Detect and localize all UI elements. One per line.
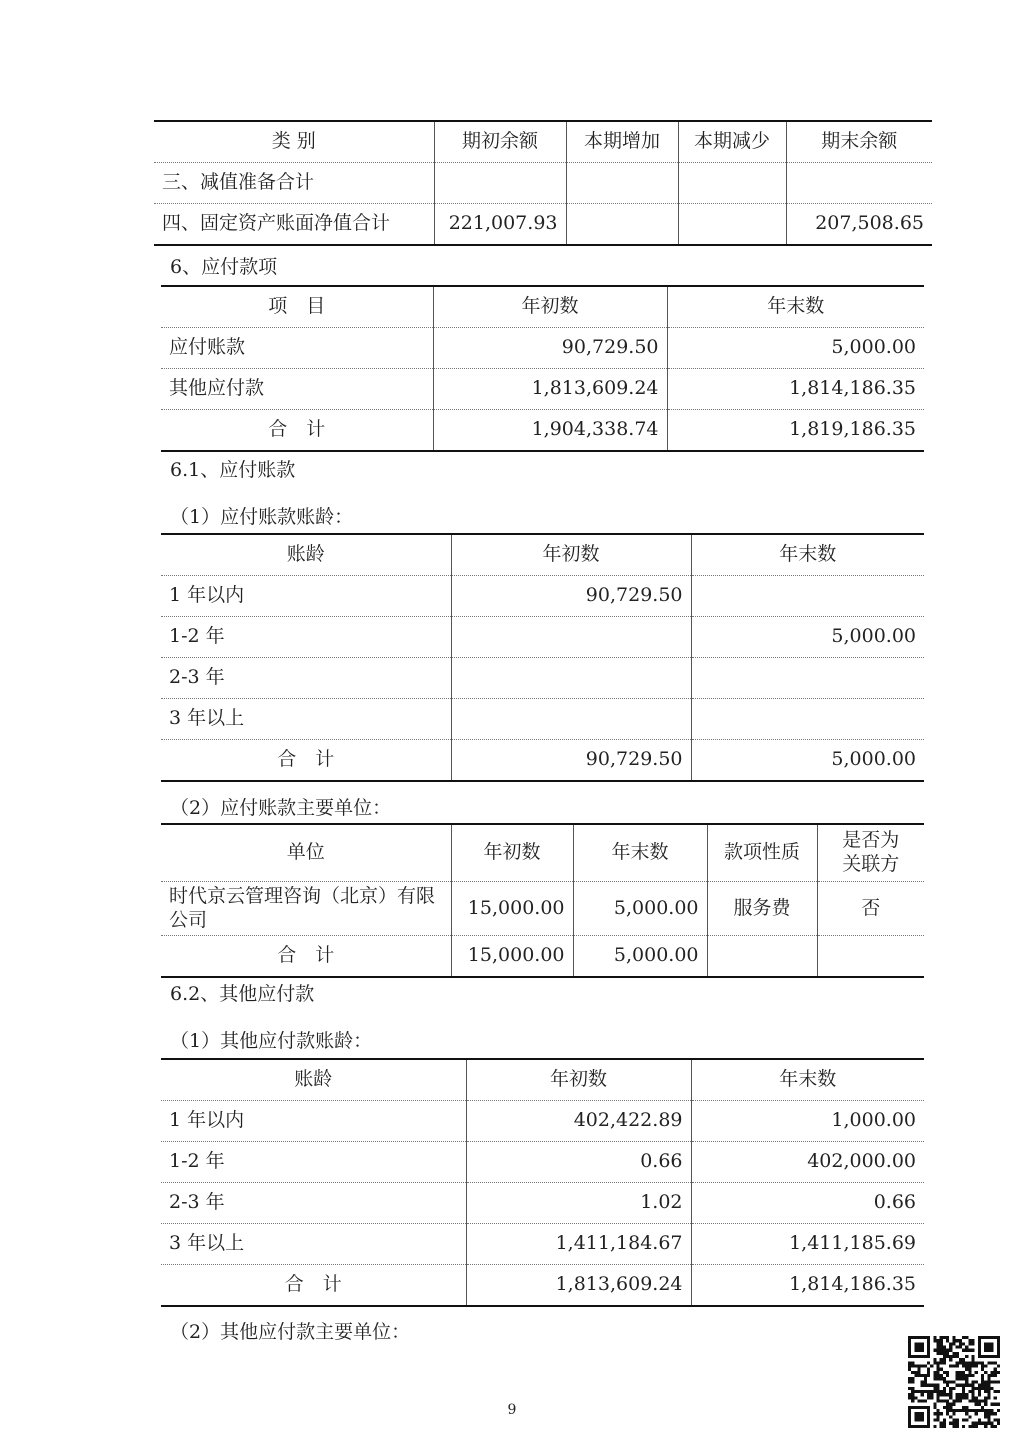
header-related-party: 是否为关联方: [817, 824, 924, 882]
header-year-end: 年末数: [691, 534, 924, 576]
cell: [707, 936, 817, 978]
cell: 1,813,609.24: [466, 1265, 691, 1307]
cell: [678, 163, 786, 204]
cell: 5,000.00: [691, 617, 924, 658]
payables-summary-table: [161, 285, 924, 452]
header-opening-balance: 期初余额: [434, 121, 566, 163]
table-row: [161, 576, 924, 617]
cell: 1,814,186.35: [667, 369, 924, 410]
cell: 402,000.00: [691, 1142, 924, 1183]
header-decrease: 本期减少: [678, 121, 786, 163]
cell: 1,411,184.67: [466, 1224, 691, 1265]
table-row: [161, 369, 924, 410]
table-row: [161, 1101, 924, 1142]
cell: [817, 936, 924, 978]
table-row: [161, 1183, 924, 1224]
cell: 207,508.65: [786, 204, 932, 246]
cell: 其他应付款: [161, 369, 433, 410]
header-increase: 本期增加: [566, 121, 678, 163]
table-row: [161, 1142, 924, 1183]
fixed-asset-table: [154, 120, 932, 246]
cell: 15,000.00: [451, 936, 573, 978]
cell: 合 计: [161, 936, 451, 978]
table-total-row: [161, 410, 924, 452]
qr-code-icon: [908, 1336, 1000, 1428]
cell: [678, 204, 786, 246]
header-year-end: 年末数: [667, 286, 924, 328]
header-year-start: 年初数: [451, 824, 573, 882]
cell: 三、减值准备合计: [154, 163, 434, 204]
cell: [691, 576, 924, 617]
table-header-row: [161, 286, 924, 328]
cell: 90,729.50: [451, 576, 691, 617]
cell: 0.66: [466, 1142, 691, 1183]
cell: 5,000.00: [691, 740, 924, 782]
header-item: 项 目: [161, 286, 433, 328]
cell: 90,729.50: [433, 328, 667, 369]
cell: 1,813,609.24: [433, 369, 667, 410]
header-nature: 款项性质: [707, 824, 817, 882]
cell: 90,729.50: [451, 740, 691, 782]
cell: 应付账款: [161, 328, 433, 369]
cell: 1-2 年: [161, 1142, 466, 1183]
subheading-ap-aging: （1）应付账款账龄：: [170, 506, 354, 528]
cell: 1,411,185.69: [691, 1224, 924, 1265]
cell: 0.66: [691, 1183, 924, 1224]
table-total-row: [161, 1265, 924, 1307]
cell: 合 计: [161, 740, 451, 782]
table-row: [161, 882, 924, 936]
cell: 服务费: [707, 882, 817, 936]
header-year-start: 年初数: [466, 1059, 691, 1101]
cell: [566, 204, 678, 246]
subheading-op-aging: （1）其他应付款账龄：: [170, 1030, 373, 1052]
section-heading-accounts-payable: 6.1、应付账款: [170, 459, 296, 481]
cell: [691, 699, 924, 740]
table-header-row: [161, 1059, 924, 1101]
header-year-end: 年末数: [573, 824, 707, 882]
header-aging: 账龄: [161, 1059, 466, 1101]
cell: 1.02: [466, 1183, 691, 1224]
op-aging-table: [161, 1058, 924, 1307]
ap-main-units-table: [161, 823, 924, 978]
header-year-end: 年末数: [691, 1059, 924, 1101]
header-year-start: 年初数: [433, 286, 667, 328]
cell: 15,000.00: [451, 882, 573, 936]
cell: 合 计: [161, 1265, 466, 1307]
table-row: [154, 204, 932, 246]
header-unit: 单位: [161, 824, 451, 882]
cell: [451, 658, 691, 699]
cell: 1,814,186.35: [691, 1265, 924, 1307]
cell: 402,422.89: [466, 1101, 691, 1142]
table-header-row: [154, 121, 932, 163]
header-category: 类 别: [154, 121, 434, 163]
cell: [566, 163, 678, 204]
subheading-ap-main-units: （2）应付账款主要单位：: [170, 797, 392, 819]
cell: 1-2 年: [161, 617, 451, 658]
cell: 3 年以上: [161, 699, 451, 740]
ap-aging-table: [161, 533, 924, 782]
cell: [786, 163, 932, 204]
cell: 5,000.00: [573, 882, 707, 936]
cell: 1,000.00: [691, 1101, 924, 1142]
header-aging: 账龄: [161, 534, 451, 576]
cell: 1,819,186.35: [667, 410, 924, 452]
cell: [451, 699, 691, 740]
page-number: 9: [507, 1402, 517, 1418]
cell: 2-3 年: [161, 1183, 466, 1224]
cell: 3 年以上: [161, 1224, 466, 1265]
cell: [451, 617, 691, 658]
header-year-start: 年初数: [451, 534, 691, 576]
cell: 221,007.93: [434, 204, 566, 246]
cell: 1,904,338.74: [433, 410, 667, 452]
table-row: [161, 699, 924, 740]
table-header-row: [161, 534, 924, 576]
table-total-row: [161, 936, 924, 978]
table-row: [161, 617, 924, 658]
header-closing-balance: 期末余额: [786, 121, 932, 163]
section-heading-other-payables: 6.2、其他应付款: [170, 983, 315, 1005]
subheading-op-main-units: （2）其他应付款主要单位：: [170, 1321, 411, 1343]
cell: 否: [817, 882, 924, 936]
cell-unit-name: 时代京云管理咨询（北京）有限公司: [161, 882, 451, 936]
cell: [691, 658, 924, 699]
cell: 5,000.00: [573, 936, 707, 978]
cell: 合 计: [161, 410, 433, 452]
section-heading-payables: 6、应付款项: [170, 256, 278, 278]
table-row: [161, 658, 924, 699]
table-row: [161, 328, 924, 369]
cell: [434, 163, 566, 204]
cell: 四、固定资产账面净值合计: [154, 204, 434, 246]
table-row: [161, 1224, 924, 1265]
cell: 1 年以内: [161, 1101, 466, 1142]
table-row: [154, 163, 932, 204]
cell: 5,000.00: [667, 328, 924, 369]
cell: 2-3 年: [161, 658, 451, 699]
table-total-row: [161, 740, 924, 782]
cell: 1 年以内: [161, 576, 451, 617]
table-header-row: [161, 824, 924, 882]
